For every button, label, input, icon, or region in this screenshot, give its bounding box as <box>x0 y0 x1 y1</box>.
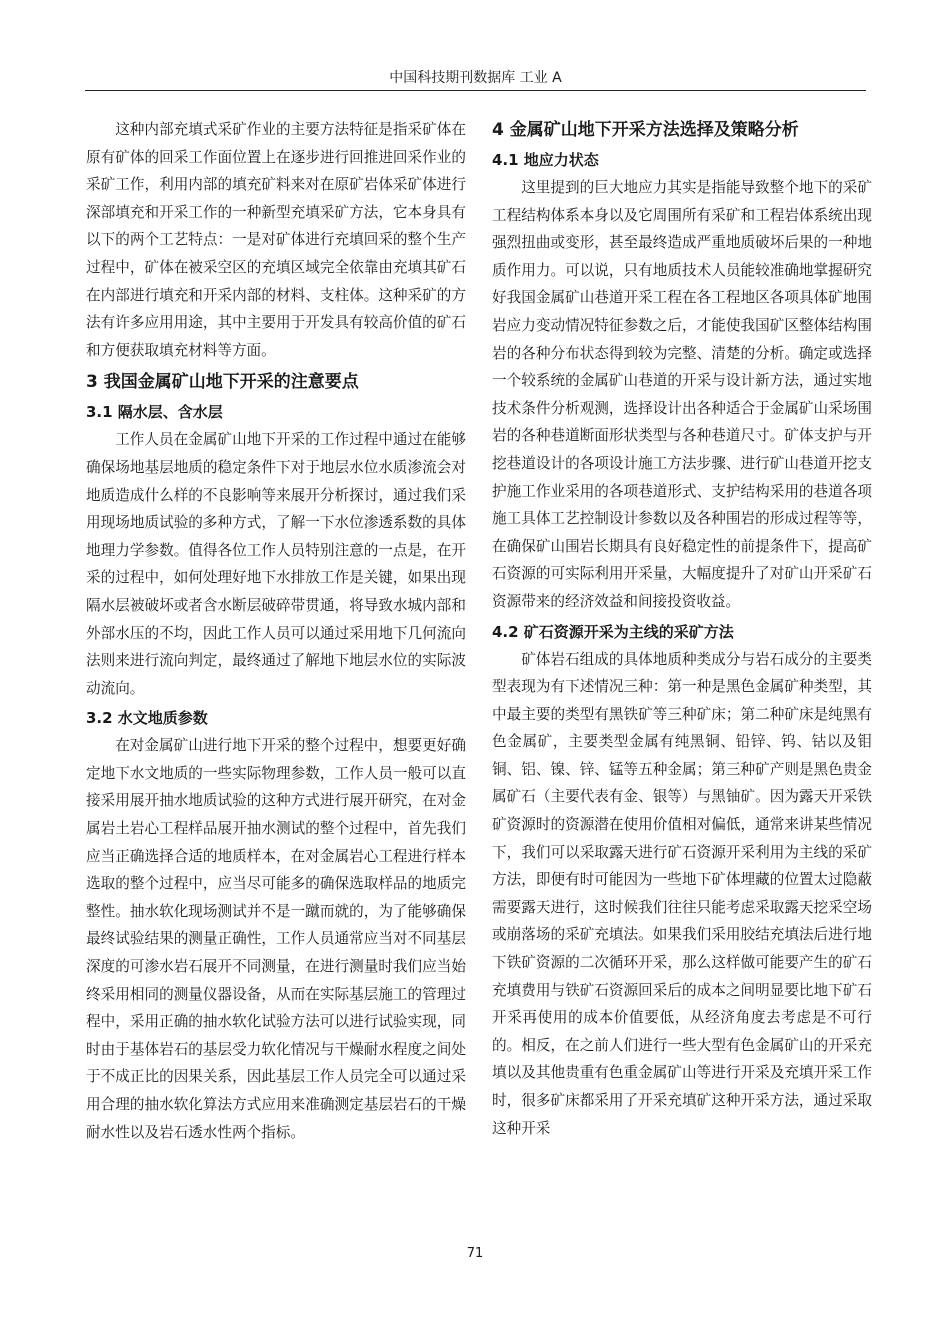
intro-paragraph: 这种内部充填式采矿作业的主要方法特征是指采矿体在原有矿体的回采工作面位置上在逐步进行回推进回采作业的采矿工作，利用内部的填充矿料来对在原矿岩体采矿体进行深部填充和开采工作的一种新型充填采矿方法，它本身具有以下的两个工艺特点：一是对矿体进行充填回采的整个生产过程中，矿体在被采空区的充填区域完全依靠由充填其矿石在内部进行填充和开采内部的材料、支柱体。这种采矿的方法有许多应用用途，其中主要用于开发具有较高价值的矿石和方便获取填充材料等方面。 <box>86 121 466 359</box>
section-4-heading: 4 金属矿山地下开采方法选择及策略分析 <box>492 120 799 140</box>
subsection-4-2-text: 矿体岩石组成的具体地质种类成分与岩石成分的主要类型表现为有下述情况三种：第一种是黑色金属矿种类型，其中最主要的类型有黑铁矿等三种矿床；第二种矿床是纯黑有色金属矿，主要类型金属有纯黑铜、铅锌、钨、钴以及钼铜、铝、镍、锌、锰等五种金属；第三种矿产则是黑色贵金属矿石（主要代表有金、银等）与黑铀矿。因为露天开采铁矿资源时的资源潜在使用价值相对偏低，通常来讲某些情况下，我们可以采取露天进行矿石资源开采利用为主线的采矿方法，即便有时可能因为一些地下矿体埋藏的位置太过隐蔽需要露天进行，这时候我们往往只能考虑采取露天挖采空场或崩落场的采矿充填法。如果我们采用胶结充填法后进行地下铁矿资源的二次循环开采，那么这样做可能要产生的矿石充填费用与铁矿石资源回采后的成本之间明显要比地下矿石开采再使用的成本价值要低，从经济角度去考虑是不可行的。相反，在之前人们进行一些大型有色金属矿山的开采充填以及其他贵重有色重金属矿山等进行开采及充填开采工作时，很多矿床都采用了开采充填矿这种开采方法，通过采取这种开采 <box>492 650 872 1137</box>
journal-title: 中国科技期刊数据库 工业 A <box>389 70 562 86</box>
subsection-3-2-heading: 3.2 水文地质参数 <box>86 709 208 728</box>
left-column <box>86 116 466 1146</box>
subsection-3-1-text: 工作人员在金属矿山地下开采的工作过程中通过在能够确保场地基层地质的稳定条件下对于地层水位水质渗流会对地质造成什么样的不良影响等来展开分析探讨，通过我们采用现场地质试验的多种方式，了解一下水位渗透系数的具体地理力学参数。值得各位工作人员特别注意的一点是，在开采的过程中，如何处理好地下水排放工作是关键，如果出现隔水层被破坏或者含水断层破碎带贯通，将导致水城内部和外部水压的不均，因此工作人员可以通过采用地下几何流向法则来进行流向判定，最终通过了解地下地层水位的实际波动流向。 <box>86 431 466 697</box>
right-column <box>492 116 872 1142</box>
subsection-3-1-heading: 3.1 隔水层、含水层 <box>86 403 223 422</box>
subsection-4-2-heading: 4.2 矿石资源开采为主线的采矿方法 <box>492 622 734 641</box>
page-header <box>85 68 866 91</box>
subsection-3-2-text: 在对金属矿山进行地下开采的整个过程中，想要更好确定地下水文地质的一些实际物理参数，工作人员一般可以直接采用展开抽水地质试验的这种方式进行展开研究，在对金属岩土岩心工程样品展开抽水测试的整个过程中，首先我们应当正确选择合适的地质样本，在对金属岩心工程进行样本选取的整个过程中，应当尽可能多的确保选取样品的地质完整性。抽水软化现场测试并不是一蹴而就的，为了能够确保最终试验结果的测量正确性，工作人员通常应当对不同基层深度的可渗水岩石展开不同测量，在进行测量时我们应当始终采用相同的测量仪器设备，从而在实际基层施工的管理过程中，采用正确的抽水软化试验方法可以进行试验实现，同时由于基体岩石的基层受力软化情况与干燥耐水程度之间处于不成正比的因果关系，因此基层工作人员完全可以通过采用合理的抽水软化算法方式应用来准确测定基层岩石的干燥耐水性以及岩石透水性两个指标。 <box>86 737 466 1141</box>
section-3-heading: 3 我国金属矿山地下开采的注意要点 <box>86 372 359 393</box>
subsection-4-1-heading: 4.1 地应力状态 <box>492 151 599 169</box>
page-number: 71 <box>466 1246 484 1261</box>
subsection-4-1-text: 这里提到的巨大地应力其实是指能导致整个地下的采矿工程结构体系本身以及它周围所有采矿和工程岩体系统出现强烈扭曲或变形，甚至最终造成严重地质破坏后果的一种地质作用力。可以说，只有地质技术人员能较准确地掌握研究好我国金属矿山巷道开采工程在各工程地区各项具体矿地围岩应力变动情况特征参数之后，才能使我国矿区整体结构围岩的各种分布状态得到较为完整、清楚的分析。确定或选择一个较系统的金属矿山巷道的开采与设计新方法，通过实地技术条件分析观测，选择设计出各种适合于金属矿山采场围岩的各种巷道断面形状类型与各种巷道尺寸。矿体支护与开挖巷道设计的各项设计施工方法步骤、进行矿山巷道开挖支护施工作业采用的各项巷道形式、支护结构采用的巷道各项施工具体工艺控制设计参数以及各种围岩的形成过程等等，在确保矿山围岩长期具有良好稳定性的前提条件下，提高矿石资源的可实际利用开采量，大幅度提升了对矿山开采矿石资源带来的经济效益和间接投资收益。 <box>492 179 872 610</box>
